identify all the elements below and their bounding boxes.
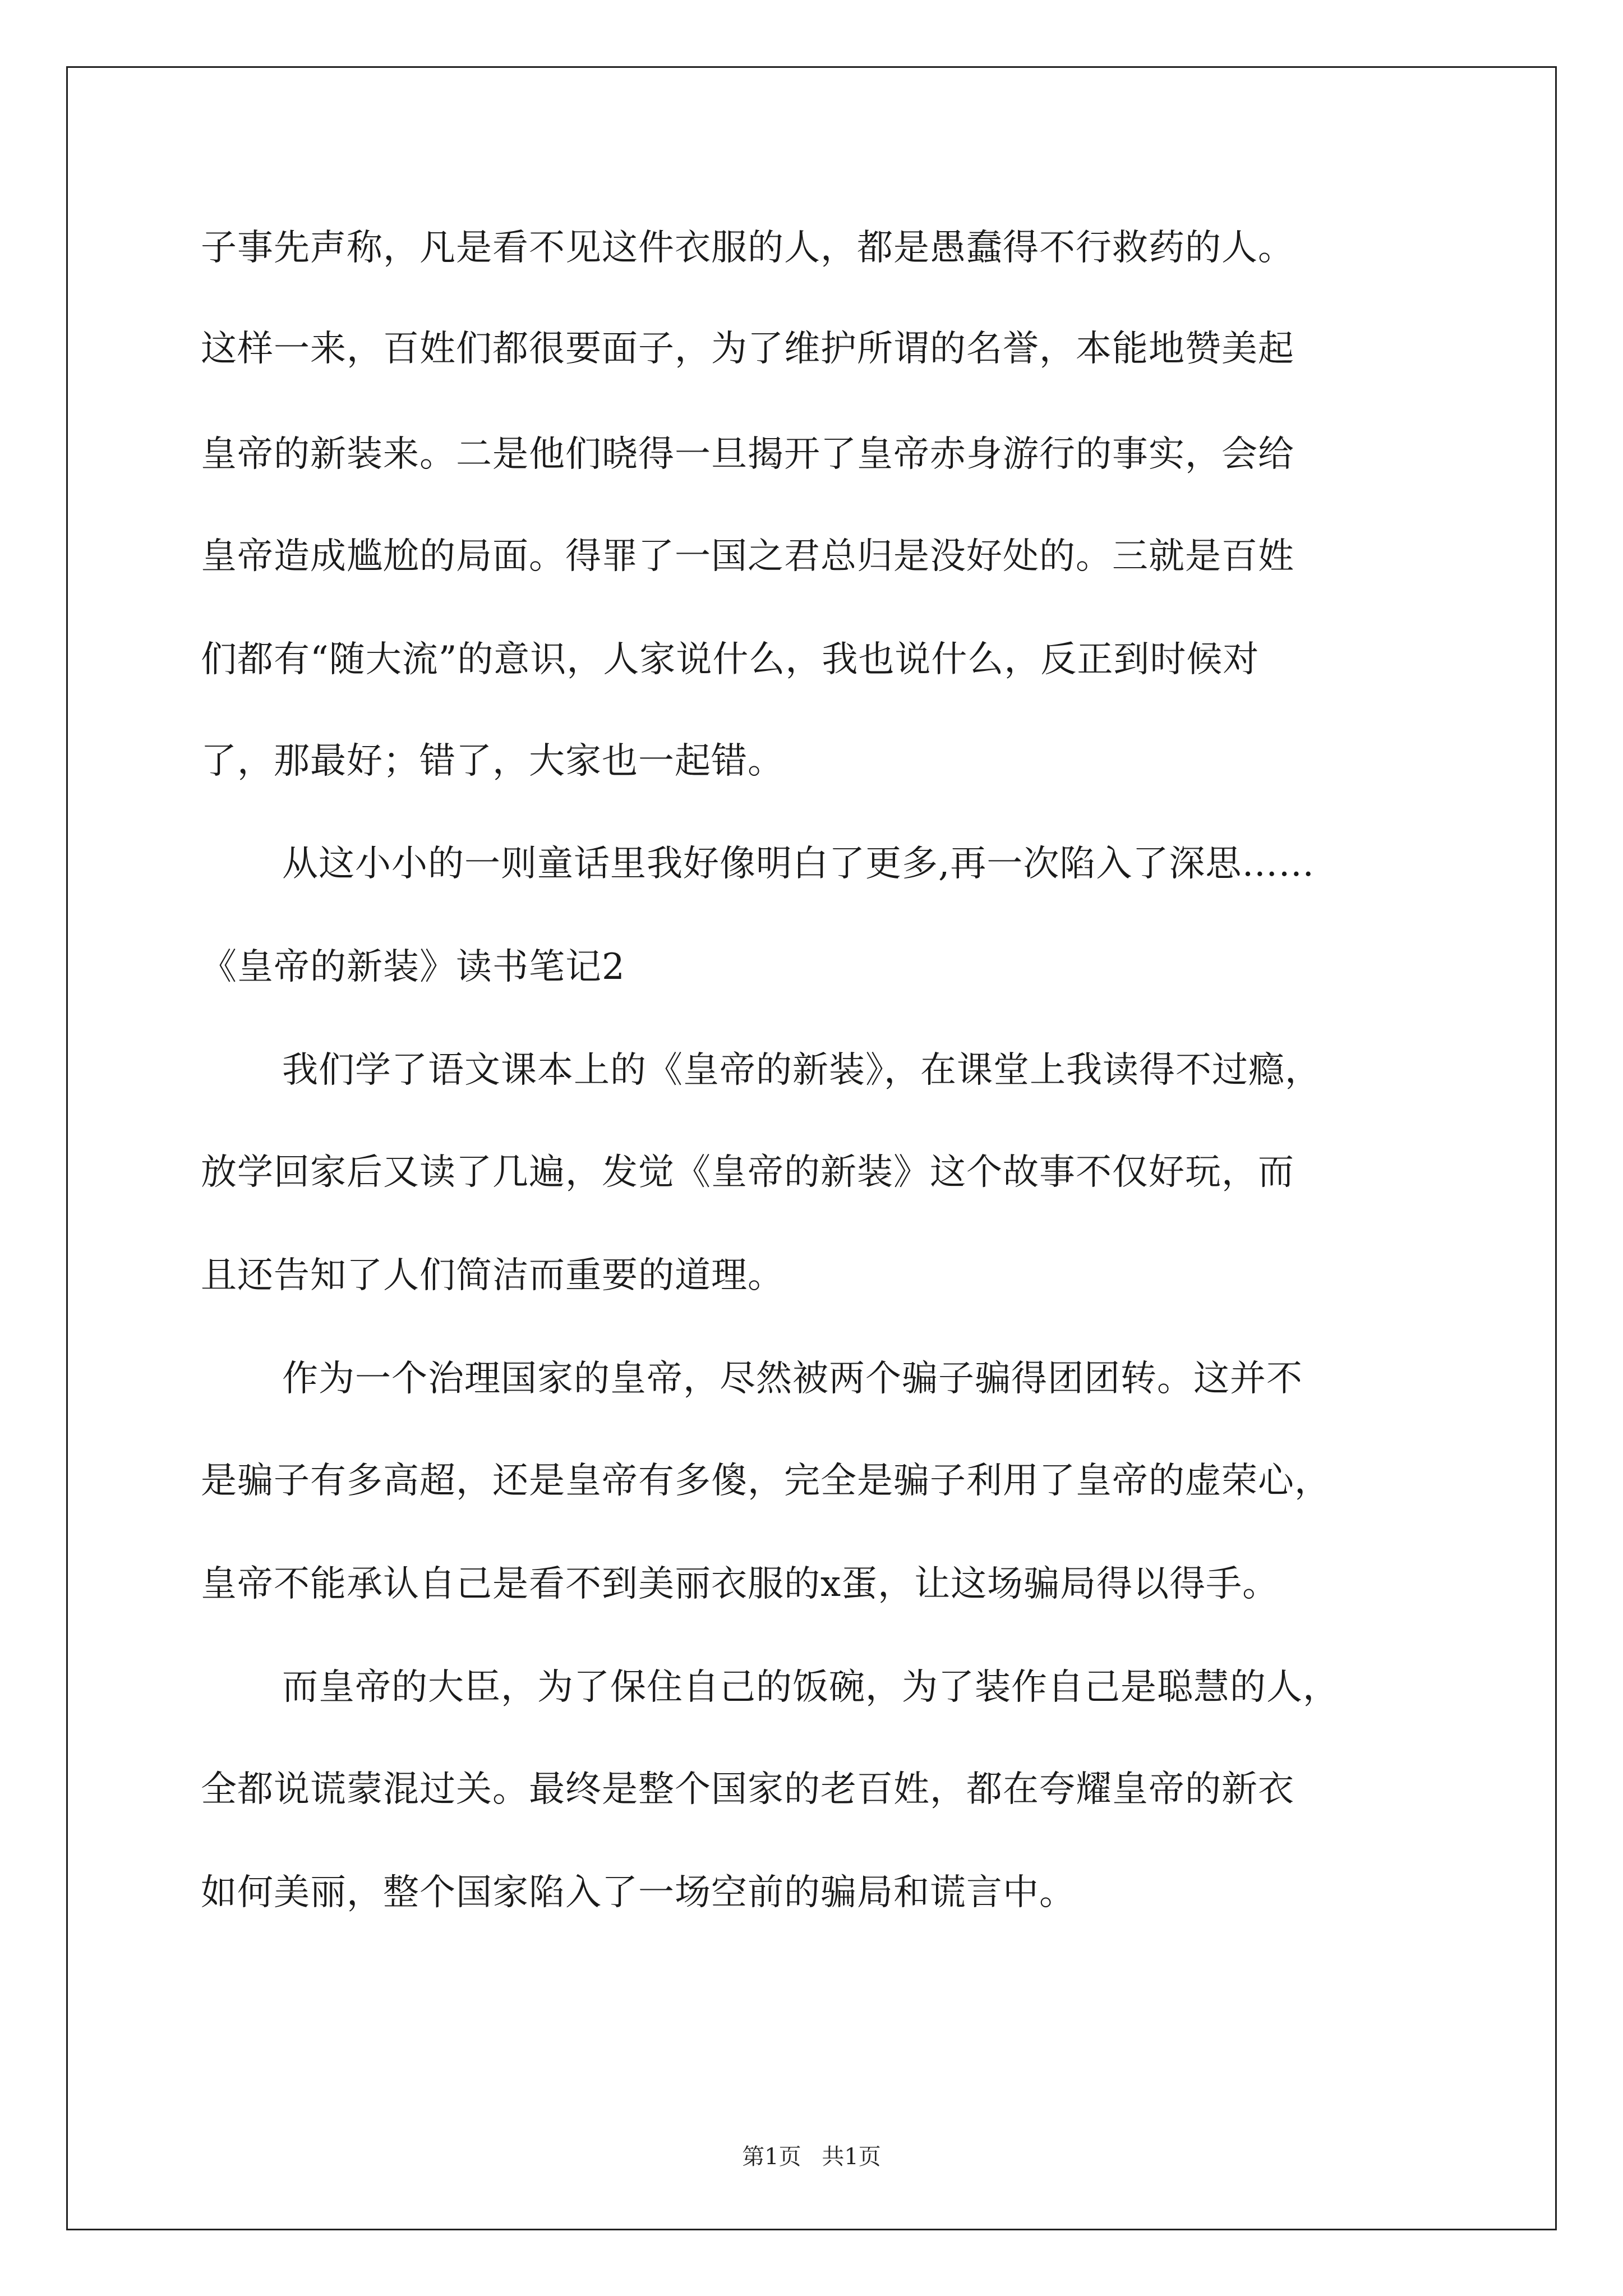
paragraph-start: 作为一个治理国家的皇帝，尽然被两个骗子骗得团团转。这并不: [282, 1358, 1303, 1400]
paragraph-start: 而皇帝的大臣，为了保住自己的饭碗，为了装作自己是聪慧的人，: [282, 1667, 1339, 1708]
page-number: 第1页: [742, 2144, 801, 2170]
page-total: 共1页: [822, 2144, 881, 2170]
page-footer: [0, 2143, 1623, 2171]
text-line: 这样一来，百姓们都很要面子，为了维护所谓的名誉，本能地赞美起: [201, 328, 1294, 370]
paragraph-start: 我们学了语文课本上的《皇帝的新装》，在课堂上我读得不过瘾，: [282, 1050, 1321, 1091]
text-line: 如何美丽，整个国家陷入了一场空前的骗局和谎言中。: [201, 1872, 1076, 1913]
text-line: 子事先声称，凡是看不见这件衣服的人，都是愚蠢得不行救药的人。: [201, 227, 1294, 269]
text-line: 且还告知了人们简洁而重要的道理。: [201, 1255, 784, 1296]
text-line: 皇帝造成尴尬的局面。得罪了一国之君总归是没好处的。三就是百姓: [201, 536, 1294, 577]
text-line: 全都说谎蒙混过关。最终是整个国家的老百姓，都在夸耀皇帝的新衣: [201, 1769, 1294, 1810]
text-line: 放学回家后又读了几遍，发觉《皇帝的新装》这个故事不仅好玩，而: [201, 1152, 1294, 1193]
text-line: 是骗子有多高超，还是皇帝有多傻，完全是骗子利用了皇帝的虚荣心，: [201, 1460, 1331, 1502]
text-line: 皇帝不能承认自己是看不到美丽衣服的x蛋，让这场骗局得以得手。: [201, 1563, 1279, 1605]
text-line: 了，那最好；错了，大家也一起错。: [201, 740, 784, 782]
section-heading: 《皇帝的新装》读书笔记2: [201, 946, 625, 988]
paragraph-start: 从这小小的一则童话里我好像明白了更多,再一次陷入了深思……: [282, 843, 1315, 885]
text-line: 皇帝的新装来。二是他们晓得一旦揭开了皇帝赤身游行的事实，会给: [201, 434, 1294, 475]
text-line: 们都有“随大流”的意识，人家说什么，我也说什么，反正到时候对: [201, 639, 1260, 680]
